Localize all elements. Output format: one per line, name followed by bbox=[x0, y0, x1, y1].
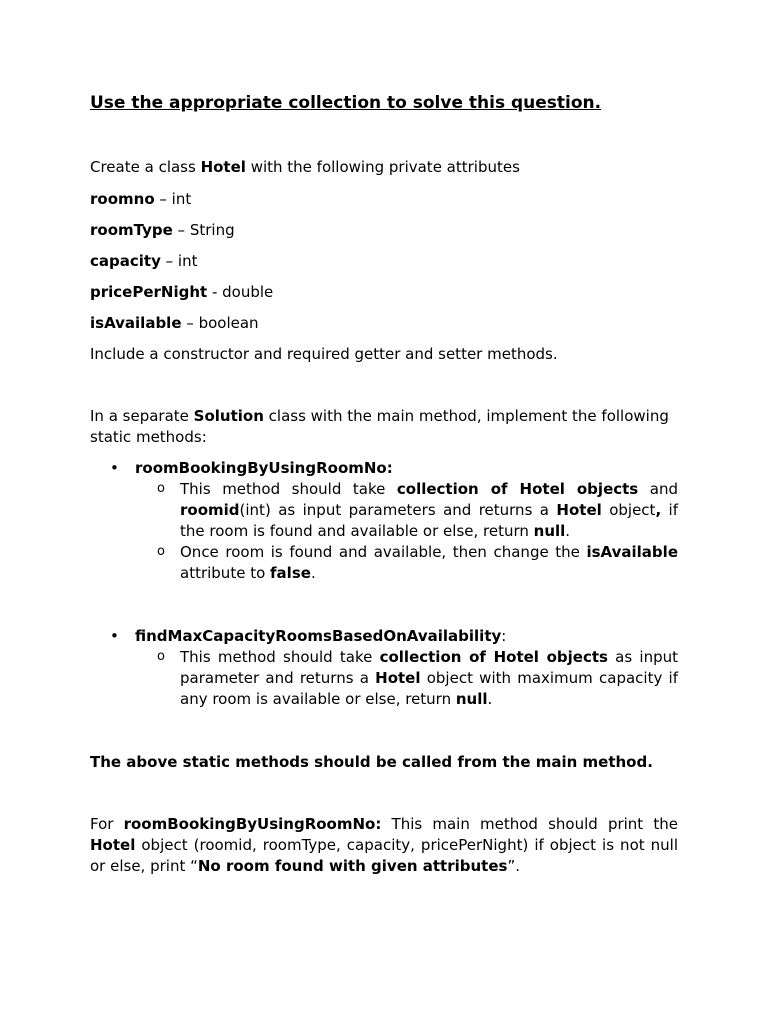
intro-text: class with the main method, implement the following static methods: bbox=[90, 407, 669, 446]
hotel-class-intro bbox=[90, 157, 678, 178]
method-list bbox=[90, 458, 678, 710]
detail-bold: collection of Hotel objects bbox=[379, 648, 608, 666]
para-text: For bbox=[90, 815, 124, 833]
para-bold: roomBookingByUsingRoomNo: bbox=[123, 815, 382, 833]
detail-text: and bbox=[638, 480, 678, 498]
attribute-type: double bbox=[222, 283, 274, 301]
attribute-type: int bbox=[171, 190, 192, 208]
print-instruction bbox=[90, 814, 678, 877]
detail-text: object bbox=[601, 501, 656, 519]
method-name: findMaxCapacityRoomsBasedOnAvailability bbox=[135, 627, 502, 645]
para-text: This main method should print the bbox=[381, 815, 678, 833]
detail-bold: , bbox=[655, 501, 662, 519]
detail-bold: roomid bbox=[180, 501, 240, 519]
attribute-name: roomno bbox=[90, 190, 155, 208]
para-bold: No room found with given attributes bbox=[197, 857, 508, 875]
page-title: Use the appropriate collection to solve this question. bbox=[90, 93, 602, 113]
method-item bbox=[90, 458, 678, 584]
attribute-separator: – bbox=[172, 221, 190, 239]
detail-text: This method should take bbox=[180, 648, 380, 666]
attribute-line bbox=[90, 313, 678, 334]
detail-bold: null bbox=[533, 522, 566, 540]
intro-text: with the following private attributes bbox=[245, 158, 520, 176]
method-item bbox=[90, 626, 678, 710]
constructor-instruction: Include a constructor and required getter and setter methods. bbox=[90, 345, 558, 363]
detail-text: (int) as input parameters and returns a bbox=[239, 501, 557, 519]
detail-text: . bbox=[565, 522, 571, 540]
method-detail bbox=[135, 542, 678, 584]
attribute-separator: – bbox=[160, 252, 178, 270]
solution-class-intro bbox=[90, 406, 678, 448]
attribute-type: int bbox=[177, 252, 198, 270]
method-details bbox=[135, 647, 678, 710]
attribute-separator: – bbox=[181, 314, 199, 332]
method-heading bbox=[135, 627, 506, 645]
attribute-name: isAvailable bbox=[90, 314, 182, 332]
detail-bold: Hotel bbox=[556, 501, 602, 519]
detail-bold: false bbox=[270, 564, 311, 582]
attribute-separator: – bbox=[154, 190, 172, 208]
method-details bbox=[135, 479, 678, 584]
attribute-line bbox=[90, 220, 678, 241]
detail-bold: Hotel bbox=[375, 669, 421, 687]
para-text: object (roomid, roomType, capacity, pricePerNight) if object is not null or else, print “ bbox=[90, 836, 678, 875]
detail-bold: null bbox=[455, 690, 488, 708]
attribute-line bbox=[90, 189, 678, 210]
para-bold: Hotel bbox=[90, 836, 136, 854]
detail-text: as input parameter and returns a bbox=[180, 648, 678, 687]
intro-text: In a separate bbox=[90, 407, 194, 425]
detail-text: if the room is found and available or else, return bbox=[180, 501, 679, 540]
attribute-line bbox=[90, 282, 678, 303]
detail-bold: isAvailable bbox=[586, 543, 678, 561]
attribute-line bbox=[90, 251, 678, 272]
attribute-type: boolean bbox=[198, 314, 259, 332]
detail-text: This method should take bbox=[180, 480, 397, 498]
method-detail bbox=[135, 647, 678, 710]
solution-class-name: Solution bbox=[193, 407, 264, 425]
intro-text: Create a class bbox=[90, 158, 201, 176]
called-from-main-note: The above static methods should be called from the main method. bbox=[90, 753, 653, 771]
attribute-separator: - bbox=[207, 283, 223, 301]
method-suffix: : bbox=[501, 627, 507, 645]
detail-text: object with maximum capacity if any room is available or else, return bbox=[180, 669, 678, 708]
method-name: roomBookingByUsingRoomNo: bbox=[135, 459, 393, 477]
attribute-name: capacity bbox=[90, 252, 161, 270]
detail-text: . bbox=[487, 690, 493, 708]
document-body bbox=[90, 92, 678, 877]
attribute-name: roomType bbox=[90, 221, 173, 239]
para-text: ”. bbox=[507, 857, 521, 875]
method-detail bbox=[135, 479, 678, 542]
detail-text: Once room is found and available, then change the bbox=[180, 543, 587, 561]
attribute-name: pricePerNight bbox=[90, 283, 208, 301]
hotel-class-name: Hotel bbox=[200, 158, 246, 176]
detail-text: . bbox=[310, 564, 316, 582]
attribute-type: String bbox=[189, 221, 235, 239]
detail-text: attribute to bbox=[180, 564, 271, 582]
detail-bold: collection of Hotel objects bbox=[396, 480, 639, 498]
